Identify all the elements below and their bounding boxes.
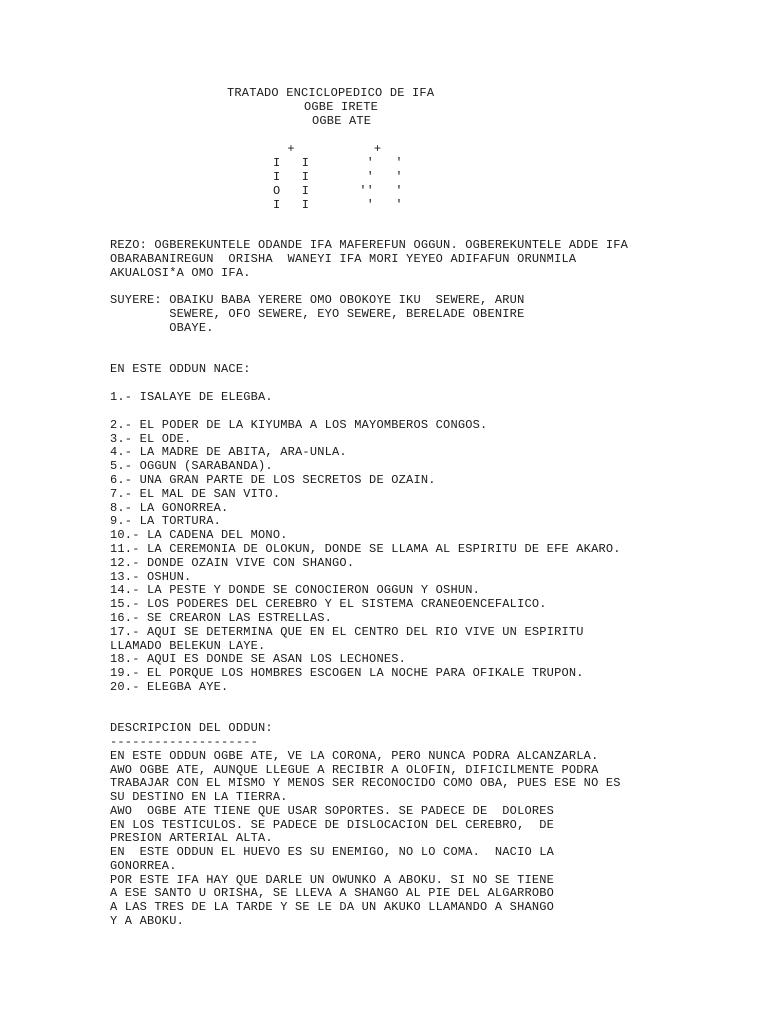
descripcion-line: POR ESTE IFA HAY QUE DARLE UN OWUNKO A ABOKU. SI NO SE TIENE	[110, 873, 555, 887]
descripcion-heading: DESCRIPCION DEL ODDUN:	[110, 721, 273, 735]
signature-row: O I '' '	[273, 184, 403, 198]
nace-item: 11.- LA CEREMONIA DE OLOKUN, DONDE SE LLAMA AL ESPIRITU DE EFE AKARO.	[110, 542, 621, 556]
nace-item: 7.- EL MAL DE SAN VITO.	[110, 487, 281, 501]
odu-name: OGBE IRETE	[304, 100, 379, 114]
nace-item: 19.- EL PORQUE LOS HOMBRES ESCOGEN LA NOCHE PARA OFIKALE TRUPON.	[110, 666, 584, 680]
descripcion-rule: --------------------	[110, 735, 259, 749]
suyere-line: OBAYE.	[110, 321, 214, 335]
descripcion-line: Y A ABOKU.	[110, 914, 185, 928]
nace-item: 15.- LOS PODERES DEL CEREBRO Y EL SISTEMA CRANEOENCEFALICO.	[110, 597, 547, 611]
nace-item: 17.- AQUI SE DETERMINA QUE EN EL CENTRO DEL RIO VIVE UN ESPIRITU	[110, 625, 584, 639]
suyere-line: SUYERE: OBAIKU BABA YERERE OMO OBOKOYE IKU SEWERE, ARUN	[110, 293, 525, 307]
nace-item: 20.- ELEGBA AYE.	[110, 680, 229, 694]
signature-plus-row: + +	[273, 142, 382, 156]
signature-row: I I ' '	[273, 156, 403, 170]
nace-item: 8.- LA GONORREA.	[110, 501, 229, 515]
descripcion-line: A ESE SANTO U ORISHA, SE LLEVA A SHANGO AL PIE DEL ALGARROBO	[110, 886, 555, 900]
descripcion-line: EN LOS TESTICULOS. SE PADECE DE DISLOCACION DEL CEREBRO, DE	[110, 818, 555, 832]
descripcion-line: AWO OGBE ATE, AUNQUE LLEGUE A RECIBIR A OLOFIN, DIFICILMENTE PODRA	[110, 763, 599, 777]
rezo-line: REZO: OGBEREKUNTELE ODANDE IFA MAFEREFUN OGGUN. OGBEREKUNTELE ADDE IFA	[110, 238, 629, 252]
descripcion-line: GONORREA.	[110, 859, 177, 873]
document-title: TRATADO ENCICLOPEDICO DE IFA	[227, 86, 435, 100]
nace-item: 18.- AQUI ES DONDE SE ASAN LOS LECHONES.	[110, 652, 407, 666]
nace-item: LLAMADO BELEKUN LAYE.	[110, 639, 266, 653]
nace-item: 13.- OSHUN.	[110, 570, 192, 584]
rezo-line: AKUALOSI*A OMO IFA.	[110, 266, 251, 280]
nace-item: 14.- LA PESTE Y DONDE SE CONOCIERON OGGUN Y OSHUN.	[110, 583, 481, 597]
nace-heading: EN ESTE ODDUN NACE:	[110, 362, 251, 376]
signature-row: I I ' '	[273, 198, 403, 212]
nace-item: 1.- ISALAYE DE ELEGBA.	[110, 390, 273, 404]
descripcion-line: AWO OGBE ATE TIENE QUE USAR SOPORTES. SE PADECE DE DOLORES	[110, 804, 555, 818]
nace-item: 10.- LA CADENA DEL MONO.	[110, 528, 288, 542]
odu-alias: OGBE ATE	[312, 114, 372, 128]
descripcion-line: A LAS TRES DE LA TARDE Y SE LE DA UN AKUKO LLAMANDO A SHANGO	[110, 900, 555, 914]
nace-item: 4.- LA MADRE DE ABITA, ARA-UNLA.	[110, 445, 347, 459]
nace-item: 9.- LA TORTURA.	[110, 514, 222, 528]
nace-item: 16.- SE CREARON LAS ESTRELLAS.	[110, 611, 333, 625]
nace-item: 3.- EL ODE.	[110, 432, 192, 446]
descripcion-line: PRESION ARTERIAL ALTA.	[110, 831, 273, 845]
nace-item: 5.- OGGUN (SARABANDA).	[110, 459, 273, 473]
nace-item: 12.- DONDE OZAIN VIVE CON SHANGO.	[110, 556, 355, 570]
suyere-line: SEWERE, OFO SEWERE, EYO SEWERE, BERELADE OBENIRE	[110, 307, 525, 321]
nace-item: 6.- UNA GRAN PARTE DE LOS SECRETOS DE OZAIN.	[110, 473, 436, 487]
descripcion-line: EN ESTE ODDUN EL HUEVO ES SU ENEMIGO, NO LO COMA. NACIO LA	[110, 845, 555, 859]
descripcion-line: TRABAJAR CON EL MISMO Y MENOS SER RECONOCIDO COMO OBA, PUES ESE NO ES	[110, 776, 621, 790]
descripcion-line: EN ESTE ODDUN OGBE ATE, VE LA CORONA, PERO NUNCA PODRA ALCANZARLA.	[110, 749, 599, 763]
descripcion-line: SU DESTINO EN LA TIERRA.	[110, 790, 288, 804]
nace-item: 2.- EL PODER DE LA KIYUMBA A LOS MAYOMBEROS CONGOS.	[110, 418, 488, 432]
rezo-line: OBARABANIREGUN ORISHA WANEYI IFA MORI YEYEO ADIFAFUN ORUNMILA	[110, 252, 577, 266]
signature-row: I I ' '	[273, 170, 403, 184]
